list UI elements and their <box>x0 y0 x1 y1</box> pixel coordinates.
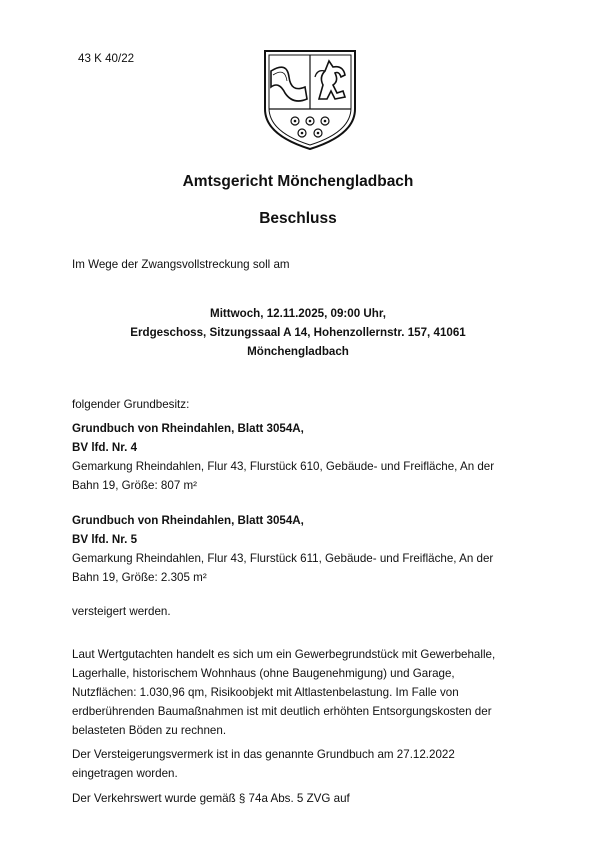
nrw-coat-of-arms-icon <box>259 47 361 153</box>
property-intro: folgender Grundbesitz: <box>72 398 190 411</box>
property-description: Gemarkung Rheindahlen, Flur 43, Flurstück 610, Gebäude- und Freifläche, An der <box>72 460 495 473</box>
court-name: Amtsgericht Mönchengladbach <box>182 173 414 190</box>
appraisal-line: Lagerhalle, historischem Wohnhaus (ohne Baugenehmigung) und Garage, <box>72 667 455 680</box>
case-number: 43 K 40/22 <box>78 52 135 65</box>
verkehrswert-text: Der Verkehrswert wurde gemäß § 74a Abs. 5 ZVG auf <box>72 792 350 805</box>
auction-date: Mittwoch, 12.11.2025, 09:00 Uhr, <box>210 307 386 320</box>
versteigert-text: versteigert werden. <box>72 605 171 618</box>
document-title: Beschluss <box>259 210 337 227</box>
property-number: BV lfd. Nr. 5 <box>72 533 138 546</box>
vermerk-line: eingetragen worden. <box>72 767 178 780</box>
property-number: BV lfd. Nr. 4 <box>72 441 138 454</box>
auction-location-line1: Erdgeschoss, Sitzungssaal A 14, Hohenzollernstr. 157, 41061 <box>130 326 466 339</box>
vermerk-line: Der Versteigerungsvermerk ist in das genannte Grundbuch am 27.12.2022 <box>72 748 455 761</box>
property-description: Bahn 19, Größe: 807 m² <box>72 479 198 492</box>
appraisal-line: Laut Wertgutachten handelt es sich um ein Gewerbegrundstück mit Gewerbehalle, <box>72 648 496 661</box>
intro-text: Im Wege der Zwangsvollstreckung soll am <box>72 258 290 271</box>
property-description: Bahn 19, Größe: 2.305 m² <box>72 571 207 584</box>
property-register: Grundbuch von Rheindahlen, Blatt 3054A, <box>72 514 304 527</box>
property-register: Grundbuch von Rheindahlen, Blatt 3054A, <box>72 422 304 435</box>
property-description: Gemarkung Rheindahlen, Flur 43, Flurstück 611, Gebäude- und Freifläche, An der <box>72 552 494 565</box>
appraisal-line: Nutzflächen: 1.030,96 qm, Risikoobjekt mit Altlastenbelastung. Im Falle von <box>72 686 459 699</box>
auction-location-line2: Mönchengladbach <box>247 345 349 358</box>
appraisal-line: belasteten Böden zu rechnen. <box>72 724 227 737</box>
appraisal-line: erdberührenden Baumaßnahmen ist mit deutlich erhöhten Entsorgungskosten der <box>72 705 492 718</box>
